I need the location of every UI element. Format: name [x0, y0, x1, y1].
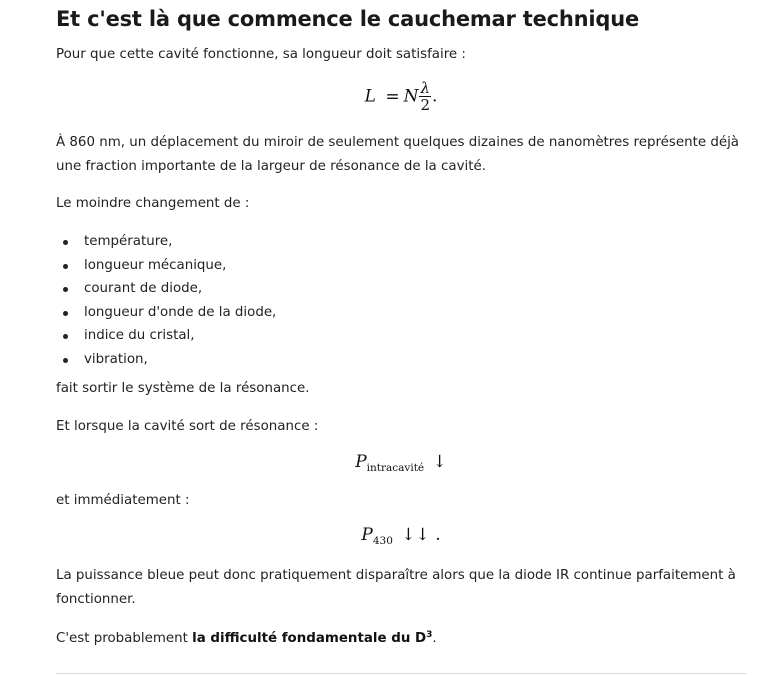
conclusion-emphasis: [192, 631, 432, 646]
eq2-subscript: intracavité: [366, 462, 425, 474]
equation-p-intracavite: [56, 452, 746, 474]
eq1-factor: N: [403, 86, 419, 107]
eq2-down-arrow-icon: ↓: [432, 452, 447, 472]
intro-paragraph: Pour que cette cavité fonctionne, sa longueur doit satisfaire :: [56, 47, 466, 62]
list-item-text: courant de diode,: [84, 281, 203, 296]
conclusion-prefix: C'est probablement: [56, 631, 193, 646]
eq3-symbol: P: [361, 525, 373, 545]
bullet-icon: [63, 334, 68, 339]
list-item: [56, 324, 276, 348]
equation-cavity-length: [56, 80, 746, 114]
bullet-icon: [63, 311, 68, 316]
paragraph-conclusion: [56, 624, 746, 651]
list-item: [56, 277, 276, 301]
conclusion-end: .: [432, 631, 437, 646]
conclusion-superscript: 3: [426, 630, 433, 640]
list-item: [56, 254, 276, 278]
equation-p430: [56, 525, 746, 547]
list-item-text: température,: [84, 234, 173, 249]
list-item-text: longueur mécanique,: [84, 257, 227, 273]
paragraph-puissance-bleue: La puissance bleue peut donc pratiquement disparaître alors que la diode IR continue parfaitement à fonctionner.: [56, 568, 736, 607]
eq3-subscript: 430: [372, 535, 393, 547]
paragraph-sortir-resonance: fait sortir le système de la résonance.: [56, 381, 310, 396]
list-item: [56, 230, 276, 254]
horizontal-divider: [56, 673, 746, 674]
eq1-end: .: [431, 86, 438, 107]
list-item: [56, 301, 276, 325]
eq1-numerator: λ: [420, 79, 430, 97]
conclusion-bold-text: la difficulté fondamentale du D: [192, 631, 427, 646]
paragraph-860nm: À 860 nm, un déplacement du miroir de seulement quelques dizaines de nanomètres représente déjà une fraction importante de la largeur de résonance de la cavité.: [56, 135, 739, 174]
bullet-icon: [63, 358, 68, 363]
eq1-lhs: L: [364, 86, 376, 107]
bullet-icon: [63, 287, 68, 292]
list-item: [56, 348, 276, 372]
bullet-icon: [63, 240, 68, 245]
paragraph-lorsque-cavite: Et lorsque la cavité sort de résonance :: [56, 419, 319, 434]
list-item-text: indice du cristal,: [84, 328, 195, 343]
paragraph-immediatement: et immédiatement :: [56, 493, 190, 508]
change-factors-list: [56, 230, 276, 371]
eq1-fraction: [419, 80, 431, 114]
eq1-denominator: 2: [420, 96, 430, 114]
list-item-text: vibration,: [84, 351, 148, 367]
eq3-double-down-arrow-icon: ↓↓: [401, 525, 430, 545]
paragraph-moindre-changement: Le moindre changement de :: [56, 196, 250, 211]
eq2-symbol: P: [355, 452, 367, 472]
section-heading: Et c'est là que commence le cauchemar technique: [56, 7, 640, 31]
eq1-equals: =: [385, 86, 400, 107]
eq3-end: .: [435, 525, 441, 545]
bullet-icon: [63, 264, 68, 269]
list-item-text: longueur d'onde de la diode,: [84, 304, 277, 320]
